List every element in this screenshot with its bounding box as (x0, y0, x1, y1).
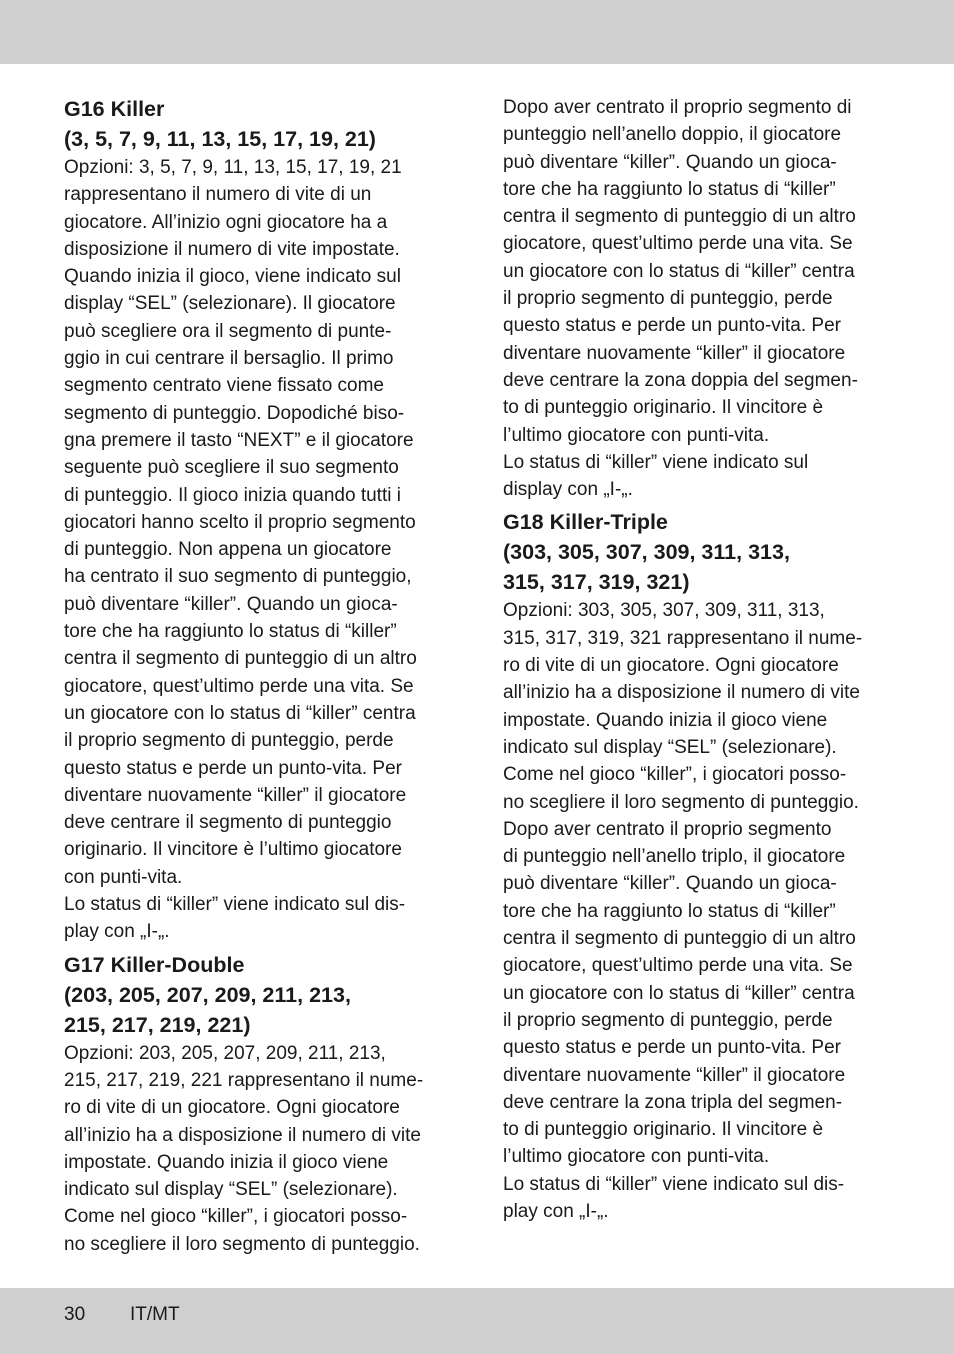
text-line: può diventare “killer”. Quando un gioca- (503, 873, 837, 895)
text-line: un giocatore con lo status di “killer” centra (503, 982, 855, 1004)
text-line: Dopo aver centrato il proprio segmento di (503, 97, 852, 118)
text-line: rappresentano il numero di vite di un (64, 184, 372, 206)
heading-line: (303, 305, 307, 309, 311, 313, (503, 540, 790, 565)
text-line: indicato sul display “SEL” (selezionare). (503, 736, 837, 758)
text-line: ro di vite di un giocatore. Ogni giocatore (64, 1097, 400, 1119)
text-line: diventare nuovamente “killer” il giocatore (503, 342, 846, 364)
text-line: Opzioni: 303, 305, 307, 309, 311, 313, (503, 600, 825, 622)
text-line: display “SEL” (selezionare). Il giocatore (64, 293, 396, 315)
text-line: con punti-vita. (64, 866, 183, 888)
text-line: ha centrato il suo segmento di punteggio, (64, 566, 412, 588)
g18-body (503, 597, 895, 1225)
text-line: indicato sul display “SEL” (selezionare). (64, 1179, 398, 1201)
text-line: Lo status di “killer” viene indicato sul dis- (64, 894, 406, 916)
language-code: IT/MT (130, 1304, 180, 1325)
text-line: Lo status di “killer” viene indicato sul dis- (503, 1173, 845, 1195)
heading-line: G16 Killer (64, 97, 165, 121)
heading-line: (203, 205, 207, 209, 211, 213, (64, 982, 351, 1007)
g18-heading (503, 507, 895, 597)
text-line: Lo status di “killer” viene indicato sul (503, 451, 809, 473)
text-line: giocatore. All’inizio ogni giocatore ha a (64, 211, 388, 233)
text-line: deve centrare il segmento di punteggio (64, 812, 392, 834)
text-line: giocatore, quest’ultimo perde una vita. Se (64, 675, 414, 697)
text-line: centra il segmento di punteggio di un altro (64, 648, 417, 670)
g17-heading (64, 950, 454, 1040)
text-line: Come nel gioco “killer”, i giocatori posso- (503, 764, 847, 786)
text-line: l’ultimo giocatore con punti-vita. (503, 424, 770, 446)
text-line: giocatori hanno scelto il proprio segmento (64, 511, 416, 533)
text-line: l’ultimo giocatore con punti-vita. (503, 1146, 770, 1168)
text-line: centra il segmento di punteggio di un altro (503, 928, 856, 950)
text-line: di punteggio. Non appena un giocatore (64, 539, 392, 561)
g17-body-continued (503, 94, 895, 503)
text-line: play con „I-„. (64, 921, 170, 943)
text-line: originario. Il vincitore è l’ultimo giocatore (64, 839, 402, 861)
right-column (503, 94, 895, 1225)
heading-line: G17 Killer-Double (64, 952, 245, 977)
text-line: tore che ha raggiunto lo status di “killer” (503, 900, 836, 922)
text-line: all’inizio ha a disposizione il numero di vite (64, 1124, 421, 1146)
text-line: un giocatore con lo status di “killer” centra (64, 702, 416, 724)
header-bar (0, 0, 954, 64)
text-line: giocatore, quest’ultimo perde una vita. Se (503, 955, 853, 977)
text-line: di punteggio nell’anello triplo, il giocatore (503, 846, 846, 868)
text-line: punteggio nell’anello doppio, il giocatore (503, 124, 842, 146)
heading-line: 215, 217, 219, 221) (64, 1012, 251, 1037)
text-line: gna premere il tasto “NEXT” e il giocatore (64, 429, 414, 451)
text-line: questo status e perde un punto-vita. Per (503, 1037, 841, 1059)
text-line: Dopo aver centrato il proprio segmento (503, 818, 832, 840)
text-line: impostate. Quando inizia il gioco viene (503, 709, 828, 731)
text-line: il proprio segmento di punteggio, perde (64, 730, 394, 752)
text-line: to di punteggio originario. Il vincitore è (503, 397, 824, 419)
g17-body (64, 1040, 454, 1258)
text-line: Opzioni: 3, 5, 7, 9, 11, 13, 15, 17, 19, 21 (64, 157, 402, 178)
text-line: 215, 217, 219, 221 rappresentano il nume- (64, 1069, 424, 1091)
text-line: 315, 317, 319, 321 rappresentano il nume- (503, 627, 863, 649)
text-line: display con „I-„. (503, 479, 633, 501)
text-line: può diventare “killer”. Quando un gioca- (503, 151, 837, 173)
heading-line: (3, 5, 7, 9, 11, 13, 15, 17, 19, 21) (64, 127, 376, 151)
text-line: disposizione il numero di vite impostate. (64, 238, 400, 260)
text-line: il proprio segmento di punteggio, perde (503, 288, 833, 310)
text-line: no scegliere il loro segmento di punteggio. (503, 791, 859, 813)
text-line: seguente può scegliere il suo segmento (64, 457, 399, 479)
text-line: deve centrare la zona doppia del segmen- (503, 369, 858, 391)
text-line: diventare nuovamente “killer” il giocatore (64, 784, 407, 806)
text-line: giocatore, quest’ultimo perde una vita. Se (503, 233, 853, 255)
g16-heading (64, 94, 454, 154)
text-line: il proprio segmento di punteggio, perde (503, 1009, 833, 1031)
g16-body (64, 154, 454, 946)
text-line: un giocatore con lo status di “killer” centra (503, 260, 855, 282)
text-line: diventare nuovamente “killer” il giocatore (503, 1064, 846, 1086)
text-line: segmento centrato viene fissato come (64, 375, 385, 397)
text-line: di punteggio. Il gioco inizia quando tutti i (64, 484, 401, 506)
heading-line: G18 Killer-Triple (503, 510, 668, 535)
text-line: segmento di punteggio. Dopodiché biso- (64, 402, 405, 424)
text-line: tore che ha raggiunto lo status di “killer” (503, 178, 836, 200)
text-line: questo status e perde un punto-vita. Per (503, 315, 841, 337)
text-line: può diventare “killer”. Quando un gioca- (64, 593, 398, 615)
text-line: to di punteggio originario. Il vincitore è (503, 1119, 824, 1141)
page-number: 30 (64, 1304, 86, 1325)
text-line: play con „I-„. (503, 1200, 609, 1222)
text-line: ro di vite di un giocatore. Ogni giocatore (503, 655, 839, 677)
text-line: questo status e perde un punto-vita. Per (64, 757, 402, 779)
text-line: centra il segmento di punteggio di un altro (503, 206, 856, 228)
text-line: no scegliere il loro segmento di punteggio. (64, 1233, 420, 1255)
text-line: deve centrare la zona tripla del segmen- (503, 1091, 843, 1113)
text-line: può scegliere ora il segmento di punte- (64, 320, 392, 342)
text-line: all’inizio ha a disposizione il numero di vite (503, 682, 860, 704)
text-line: Come nel gioco “killer”, i giocatori posso- (64, 1206, 408, 1228)
text-line: Opzioni: 203, 205, 207, 209, 211, 213, (64, 1042, 386, 1064)
text-line: ggio in cui centrare il bersaglio. Il primo (64, 348, 394, 370)
heading-line: 315, 317, 319, 321) (503, 570, 690, 595)
text-line: tore che ha raggiunto lo status di “killer” (64, 621, 397, 643)
left-column (64, 94, 454, 1258)
text-line: impostate. Quando inizia il gioco viene (64, 1151, 389, 1173)
text-line: Quando inizia il gioco, viene indicato sul (64, 266, 401, 288)
